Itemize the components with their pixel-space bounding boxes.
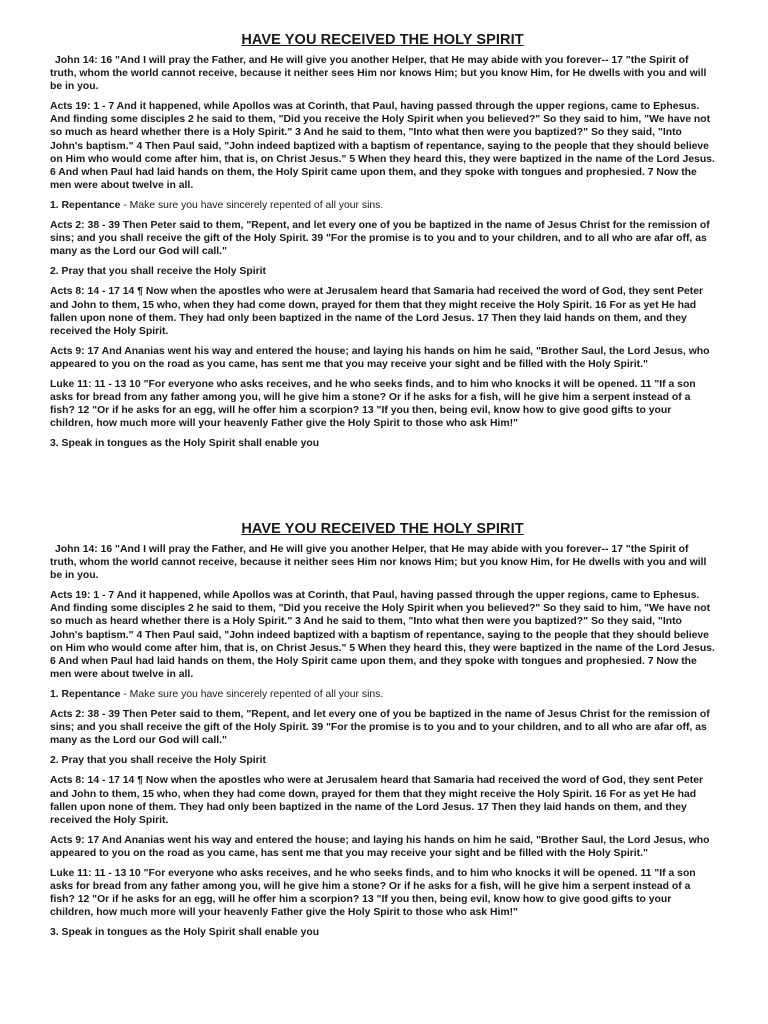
scripture-acts-19: Acts 19: 1 - 7 And it happened, while Apollos was at Corinth, that Paul, having passed through the upper regions, came to Ephesus. And finding some disciples 2 he said to them, "Did you receive the Holy Spirit when you believed?" So they said to him, "We have not so much as heard whether there is a Holy Spirit." 3 And he said to them, "Into what then were you baptized?" So they said, "Into John's baptism." 4 Then Paul said, "John indeed baptized with a baptism of repentance, saying to the people that they should believe on Him who would come after him, that is, on Christ Jesus." 5 When they heard this, they were baptized in the name of the Lord Jesus. 6 And when Paul had laid hands on them, the Holy Spirit came upon them, and they spoke with tongues and prophesied. 7 Now the men were about twelve in all. (50, 101, 715, 191)
scripture-john-14: John 14: 16 "And I will pray the Father, and He will give you another Helper, that He may abide with you forever-- 17 "the Spirit of truth, whom the world cannot receive, because it neither sees Him nor knows Him; but you know Him, for He dwells with you and will be in you. (50, 55, 707, 93)
step-tongues: 3. Speak in tongues as the Holy Spirit shall enable you (50, 438, 320, 450)
step-pray: 2. Pray that you shall receive the Holy Spirit (50, 755, 266, 767)
step-label: 1. Repentance (50, 199, 121, 211)
scripture-luke-11: Luke 11: 11 - 13 10 "For everyone who asks receives, and he who seeks finds, and to him who knocks it will be opened. 11 "If a son asks for bread from any father among you, will he give him a stone? Or if he asks for a fish, will he give him a serpent instead of a fish? 12 "Or if he asks for an egg, will he offer him a scorpion? 13 "If you then, being evil, know how to give good gifts to your children, how much more will your heavenly Father give the Holy Spirit to those who ask Him!" (50, 867, 696, 919)
step-pray: 2. Pray that you shall receive the Holy Spirit (50, 266, 266, 278)
scripture-luke-11: Luke 11: 11 - 13 10 "For everyone who asks receives, and he who seeks finds, and to him who knocks it will be opened. 11 "If a son asks for bread from any father among you, will he give him a stone? Or if he asks for a fish, will he give him a serpent instead of a fish? 12 "Or if he asks for an egg, will he offer him a scorpion? 13 "If you then, being evil, know how to give good gifts to your children, how much more will your heavenly Father give the Holy Spirit to those who ask Him!" (50, 378, 696, 430)
section-title: HAVE YOU RECEIVED THE HOLY SPIRIT (241, 521, 524, 537)
scripture-acts-8: Acts 8: 14 - 17 14 ¶ Now when the apostles who were at Jerusalem heard that Samaria had received the word of God, they sent Peter and John to them, 15 who, when they had come down, prayed for them that they might receive the Holy Spirit. 16 For as yet He had fallen upon none of them. They had only been baptized in the name of the Lord Jesus. 17 Then they laid hands on them, and they received the Holy Spirit. (50, 775, 704, 826)
scripture-acts-19: Acts 19: 1 - 7 And it happened, while Apollos was at Corinth, that Paul, having passed through the upper regions, came to Ephesus. And finding some disciples 2 he said to them, "Did you receive the Holy Spirit when you believed?" So they said to him, "We have not so much as heard whether there is a Holy Spirit." 3 And he said to them, "Into what then were you baptized?" So they said, "Into John's baptism." 4 Then Paul said, "John indeed baptized with a baptism of repentance, saying to the people that they should believe on Him who would come after him, that is, on Christ Jesus." 5 When they heard this, they were baptized in the name of the Lord Jesus. 6 And when Paul had laid hands on them, the Holy Spirit came upon them, and they spoke with tongues and prophesied. 7 Now the men were about twelve in all. (50, 590, 715, 680)
scripture-acts-2: Acts 2: 38 - 39 Then Peter said to them, "Repent, and let every one of you be baptized in the name of Jesus Christ for the remission of sins; and you shall receive the gift of the Holy Spirit. 39 "For the promise is to you and to your children, and to all who are afar off, as many as the Lord our God will call." (50, 709, 710, 747)
scripture-john-14: John 14: 16 "And I will pray the Father, and He will give you another Helper, that He may abide with you forever-- 17 "the Spirit of truth, whom the world cannot receive, because it neither sees Him nor knows Him; but you know Him, for He dwells with you and will be in you. (50, 544, 707, 582)
scripture-acts-8: Acts 8: 14 - 17 14 ¶ Now when the apostles who were at Jerusalem heard that Samaria had received the word of God, they sent Peter and John to them, 15 who, when they had come down, prayed for them that they might receive the Holy Spirit. 16 For as yet He had fallen upon none of them. They had only been baptized in the name of the Lord Jesus. 17 Then they laid hands on them, and they received the Holy Spirit. (50, 286, 704, 337)
handout-section-bottom (50, 521, 715, 946)
step-description: - Make sure you have sincerely repented of all your sins. (120, 199, 384, 211)
step-label: 1. Repentance (50, 688, 121, 700)
step-tongues: 3. Speak in tongues as the Holy Spirit shall enable you (50, 927, 320, 939)
section-title: HAVE YOU RECEIVED THE HOLY SPIRIT (241, 32, 524, 48)
step-repentance (50, 688, 715, 701)
handout-section-top (50, 32, 715, 457)
step-repentance (50, 199, 715, 212)
scripture-acts-9: Acts 9: 17 And Ananias went his way and entered the house; and laying his hands on him he said, "Brother Saul, the Lord Jesus, who appeared to you on the road as you came, has sent me that you may receive your sight and be filled with the Holy Spirit." (50, 345, 710, 370)
scripture-acts-9: Acts 9: 17 And Ananias went his way and entered the house; and laying his hands on him he said, "Brother Saul, the Lord Jesus, who appeared to you on the road as you came, has sent me that you may receive your sight and be filled with the Holy Spirit." (50, 834, 710, 859)
scripture-acts-2: Acts 2: 38 - 39 Then Peter said to them, "Repent, and let every one of you be baptized in the name of Jesus Christ for the remission of sins; and you shall receive the gift of the Holy Spirit. 39 "For the promise is to you and to your children, and to all who are afar off, as many as the Lord our God will call." (50, 220, 710, 258)
step-description: - Make sure you have sincerely repented of all your sins. (120, 688, 384, 700)
